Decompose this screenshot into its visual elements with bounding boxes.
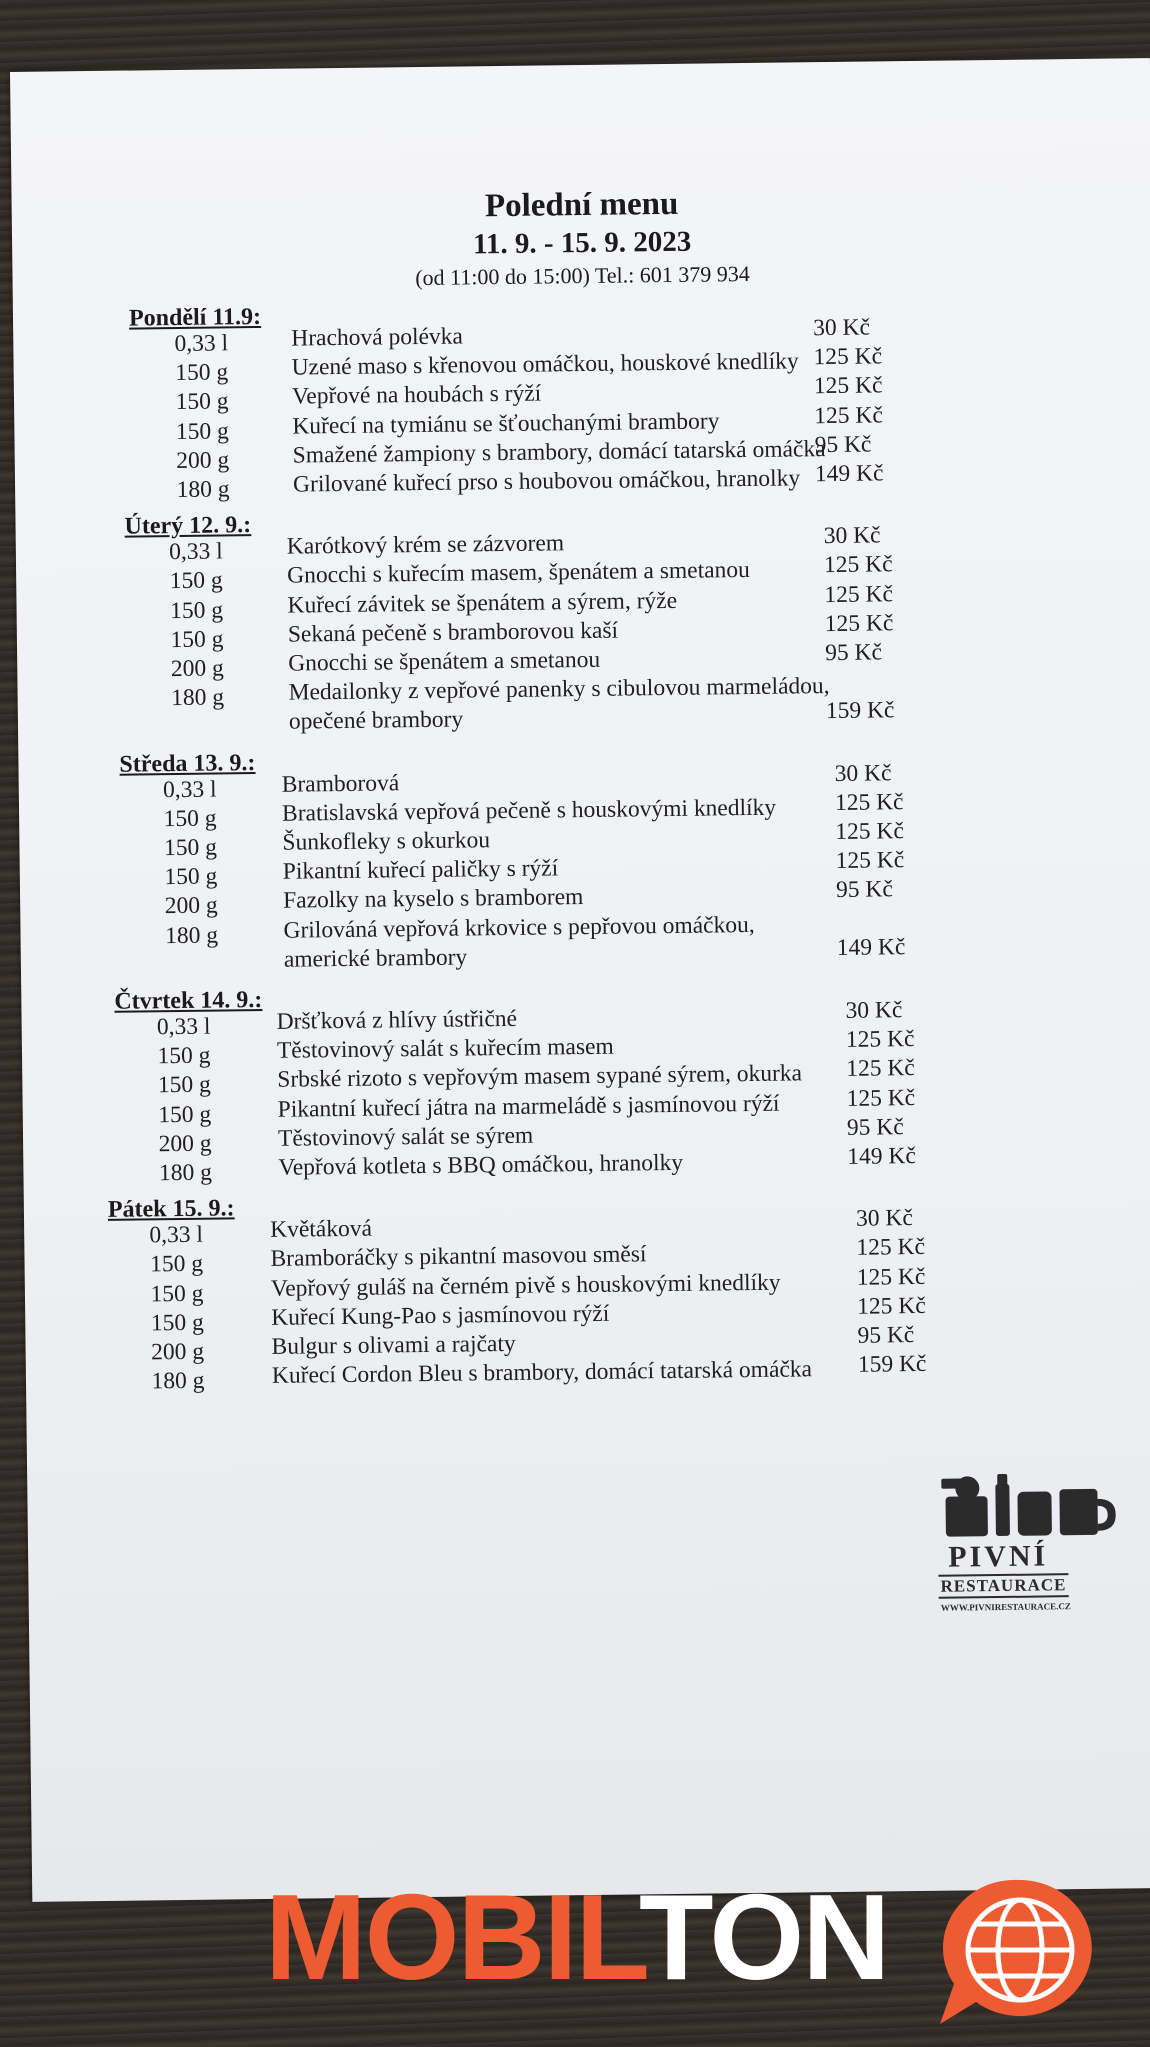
- item-quantity: 150 g: [175, 417, 229, 445]
- item-name: Šunkofleky s okurkou: [282, 827, 491, 856]
- item-quantity: 150 g: [169, 567, 223, 595]
- beer-mugs-icon: [937, 1468, 1138, 1542]
- item-price: 30 Kč: [823, 522, 881, 550]
- item-quantity: 180 g: [151, 1367, 205, 1395]
- item-price: 125 Kč: [846, 1084, 916, 1112]
- item-quantity: 150 g: [175, 388, 229, 416]
- item-quantity: 180 g: [158, 1159, 213, 1187]
- item-quantity: 200 g: [158, 1130, 212, 1158]
- menu-hours-phone: (od 11:00 do 15:00) Tel.: 601 379 934: [415, 260, 750, 291]
- item-price: 125 Kč: [835, 847, 905, 875]
- item-quantity: 200 g: [170, 655, 224, 683]
- item-price: 30 Kč: [813, 314, 871, 342]
- item-quantity: 0,33 l: [149, 1221, 204, 1249]
- item-price: 125 Kč: [824, 580, 894, 608]
- item-name: Grilováná vepřová krkovice s pepřovou omáčkou,: [283, 911, 755, 944]
- item-price: 125 Kč: [835, 818, 905, 845]
- item-name: Grilované kuřecí prso s houbovou omáčkou, hranolky: [292, 465, 801, 498]
- item-price: 149 Kč: [814, 460, 884, 488]
- item-price: 125 Kč: [845, 1026, 915, 1054]
- menu-sheet: [10, 58, 1150, 1902]
- item-quantity: 180 g: [171, 684, 225, 712]
- item-name: Bramborová: [281, 769, 400, 798]
- logo-url: WWW.PIVNIRESTAURACE.CZ: [940, 1601, 1071, 1613]
- item-name: Bratislavská vepřová pečeně s houskovými knedlíky: [281, 794, 777, 827]
- day-title: Pondělí 11.9:: [128, 303, 262, 332]
- item-name: Vepřový guláš na černém pivě s houskovými knedlíky: [270, 1269, 781, 1302]
- item-price: 125 Kč: [823, 551, 893, 579]
- item-quantity: 150 g: [158, 1101, 212, 1128]
- item-quantity: 150 g: [163, 834, 218, 862]
- restaurant-logo: [937, 1468, 1139, 1620]
- item-name: Těstovinový salát se sýrem: [277, 1122, 534, 1152]
- item-name: Pikantní kuřecí játra na marmeládě s jasmínovou rýží: [277, 1090, 780, 1123]
- item-quantity: 150 g: [175, 359, 229, 387]
- item-price: 95 Kč: [814, 431, 872, 458]
- item-name: Vepřové na houbách s rýží: [291, 380, 542, 410]
- item-quantity: 150 g: [157, 1072, 211, 1099]
- day-title: Středa 13. 9.:: [119, 749, 256, 778]
- item-name: Dršťková z hlívy ústřičné: [276, 1005, 518, 1035]
- item-name: Karótkový krém se zázvorem: [286, 530, 565, 560]
- item-name: Květáková: [270, 1215, 373, 1244]
- item-name: Gnocchi se špenátem a smetanou: [288, 646, 601, 677]
- item-name: Kuřecí závitek se špenátem a sýrem, rýže: [287, 587, 678, 619]
- item-name: Sekaná pečeně s bramborovou kaší: [287, 617, 619, 648]
- item-price: 125 Kč: [834, 788, 904, 816]
- item-price: 159 Kč: [825, 696, 895, 724]
- item-quantity: 0,33 l: [162, 776, 217, 803]
- item-quantity: 150 g: [150, 1309, 204, 1337]
- item-name: Pikantní kuřecí paličky s rýží: [282, 855, 559, 885]
- item-name: Kuřecí na tymiánu se šťouchanými brambory: [292, 407, 720, 440]
- item-quantity: 180 g: [176, 476, 230, 503]
- item-price: 149 Kč: [847, 1143, 917, 1170]
- item-quantity: 150 g: [150, 1280, 204, 1307]
- watermark-part1: MOBIL: [265, 1869, 639, 2005]
- item-price: 95 Kč: [857, 1322, 915, 1349]
- day-title: Úterý 12. 9.:: [124, 512, 252, 540]
- item-quantity: 180 g: [164, 922, 219, 949]
- item-price: 125 Kč: [856, 1234, 926, 1262]
- item-price: 30 Kč: [834, 759, 892, 787]
- item-price: 125 Kč: [856, 1263, 926, 1291]
- item-price: 30 Kč: [855, 1205, 914, 1232]
- item-name-continued: opečené brambory: [288, 706, 464, 736]
- item-quantity: 200 g: [176, 447, 230, 474]
- item-quantity: 150 g: [149, 1251, 204, 1278]
- item-quantity: 200 g: [151, 1338, 205, 1366]
- item-quantity: 0,33 l: [156, 1013, 211, 1041]
- item-name: Těstovinový salát s kuřecím masem: [276, 1033, 614, 1064]
- item-price: 149 Kč: [836, 934, 906, 961]
- item-price: 125 Kč: [846, 1055, 915, 1083]
- menu-header: [11, 178, 1150, 298]
- item-quantity: 150 g: [164, 863, 218, 891]
- menu-title: Polední menu: [484, 185, 679, 225]
- item-price: 30 Kč: [845, 997, 903, 1024]
- item-name: Kuřecí Cordon Bleu s brambory, domácí tatarská omáčka: [271, 1356, 813, 1390]
- item-quantity: 150 g: [163, 805, 217, 832]
- item-name: Kuřecí Kung-Pao s jasmínovou rýží: [271, 1300, 610, 1331]
- item-price: 125 Kč: [814, 401, 883, 429]
- item-name: Uzené maso s křenovou omáčkou, houskové knedlíky: [291, 348, 799, 381]
- item-quantity: 150 g: [157, 1042, 211, 1070]
- item-price: 95 Kč: [835, 876, 893, 904]
- item-name: Vepřová kotleta s BBQ omáčkou, hranolky: [278, 1149, 684, 1181]
- item-name: Medailonky z vepřové panenky s cibulovou marmeládou,: [288, 673, 830, 706]
- item-quantity: 150 g: [169, 597, 224, 624]
- item-quantity: 0,33 l: [174, 330, 229, 358]
- item-name: Fazolky na kyselo s bramborem: [282, 884, 584, 915]
- item-name: Srbské rizoto s vepřovým masem sypané sýrem, okurka: [277, 1060, 803, 1094]
- item-price: 159 Kč: [857, 1351, 927, 1378]
- logo-line2: RESTAURACE: [938, 1573, 1068, 1599]
- item-quantity: 150 g: [170, 626, 224, 653]
- item-name: Gnocchi s kuřecím masem, špenátem a smetanou: [287, 557, 750, 590]
- item-price: 95 Kč: [846, 1113, 904, 1141]
- item-price: 125 Kč: [813, 372, 883, 400]
- globe-speech-bubble-icon: [930, 1872, 1110, 2032]
- item-price: 125 Kč: [856, 1292, 926, 1320]
- menu-dates: 11. 9. - 15. 9. 2023: [472, 225, 692, 261]
- watermark-text: [265, 1869, 889, 2005]
- item-name: Smažené žampiony s brambory, domácí tatarská omáčka: [292, 435, 826, 469]
- item-name: Bramboráčky s pikantní masovou směsí: [270, 1241, 647, 1273]
- watermark-part2: TON: [639, 1869, 889, 2005]
- item-quantity: 200 g: [164, 892, 218, 920]
- item-price: 125 Kč: [824, 610, 894, 637]
- item-price: 95 Kč: [825, 639, 883, 667]
- item-price: 125 Kč: [813, 343, 883, 371]
- item-name-continued: americké brambory: [283, 944, 468, 973]
- logo-line1: PIVNÍ: [948, 1539, 1049, 1574]
- item-name: Bulgur s olivami a rajčaty: [271, 1330, 516, 1360]
- item-name: Hrachová polévka: [291, 323, 464, 352]
- day-title: Čtvrtek 14. 9.:: [114, 986, 263, 1015]
- day-title: Pátek 15. 9.:: [107, 1195, 235, 1224]
- item-quantity: 0,33 l: [168, 538, 223, 566]
